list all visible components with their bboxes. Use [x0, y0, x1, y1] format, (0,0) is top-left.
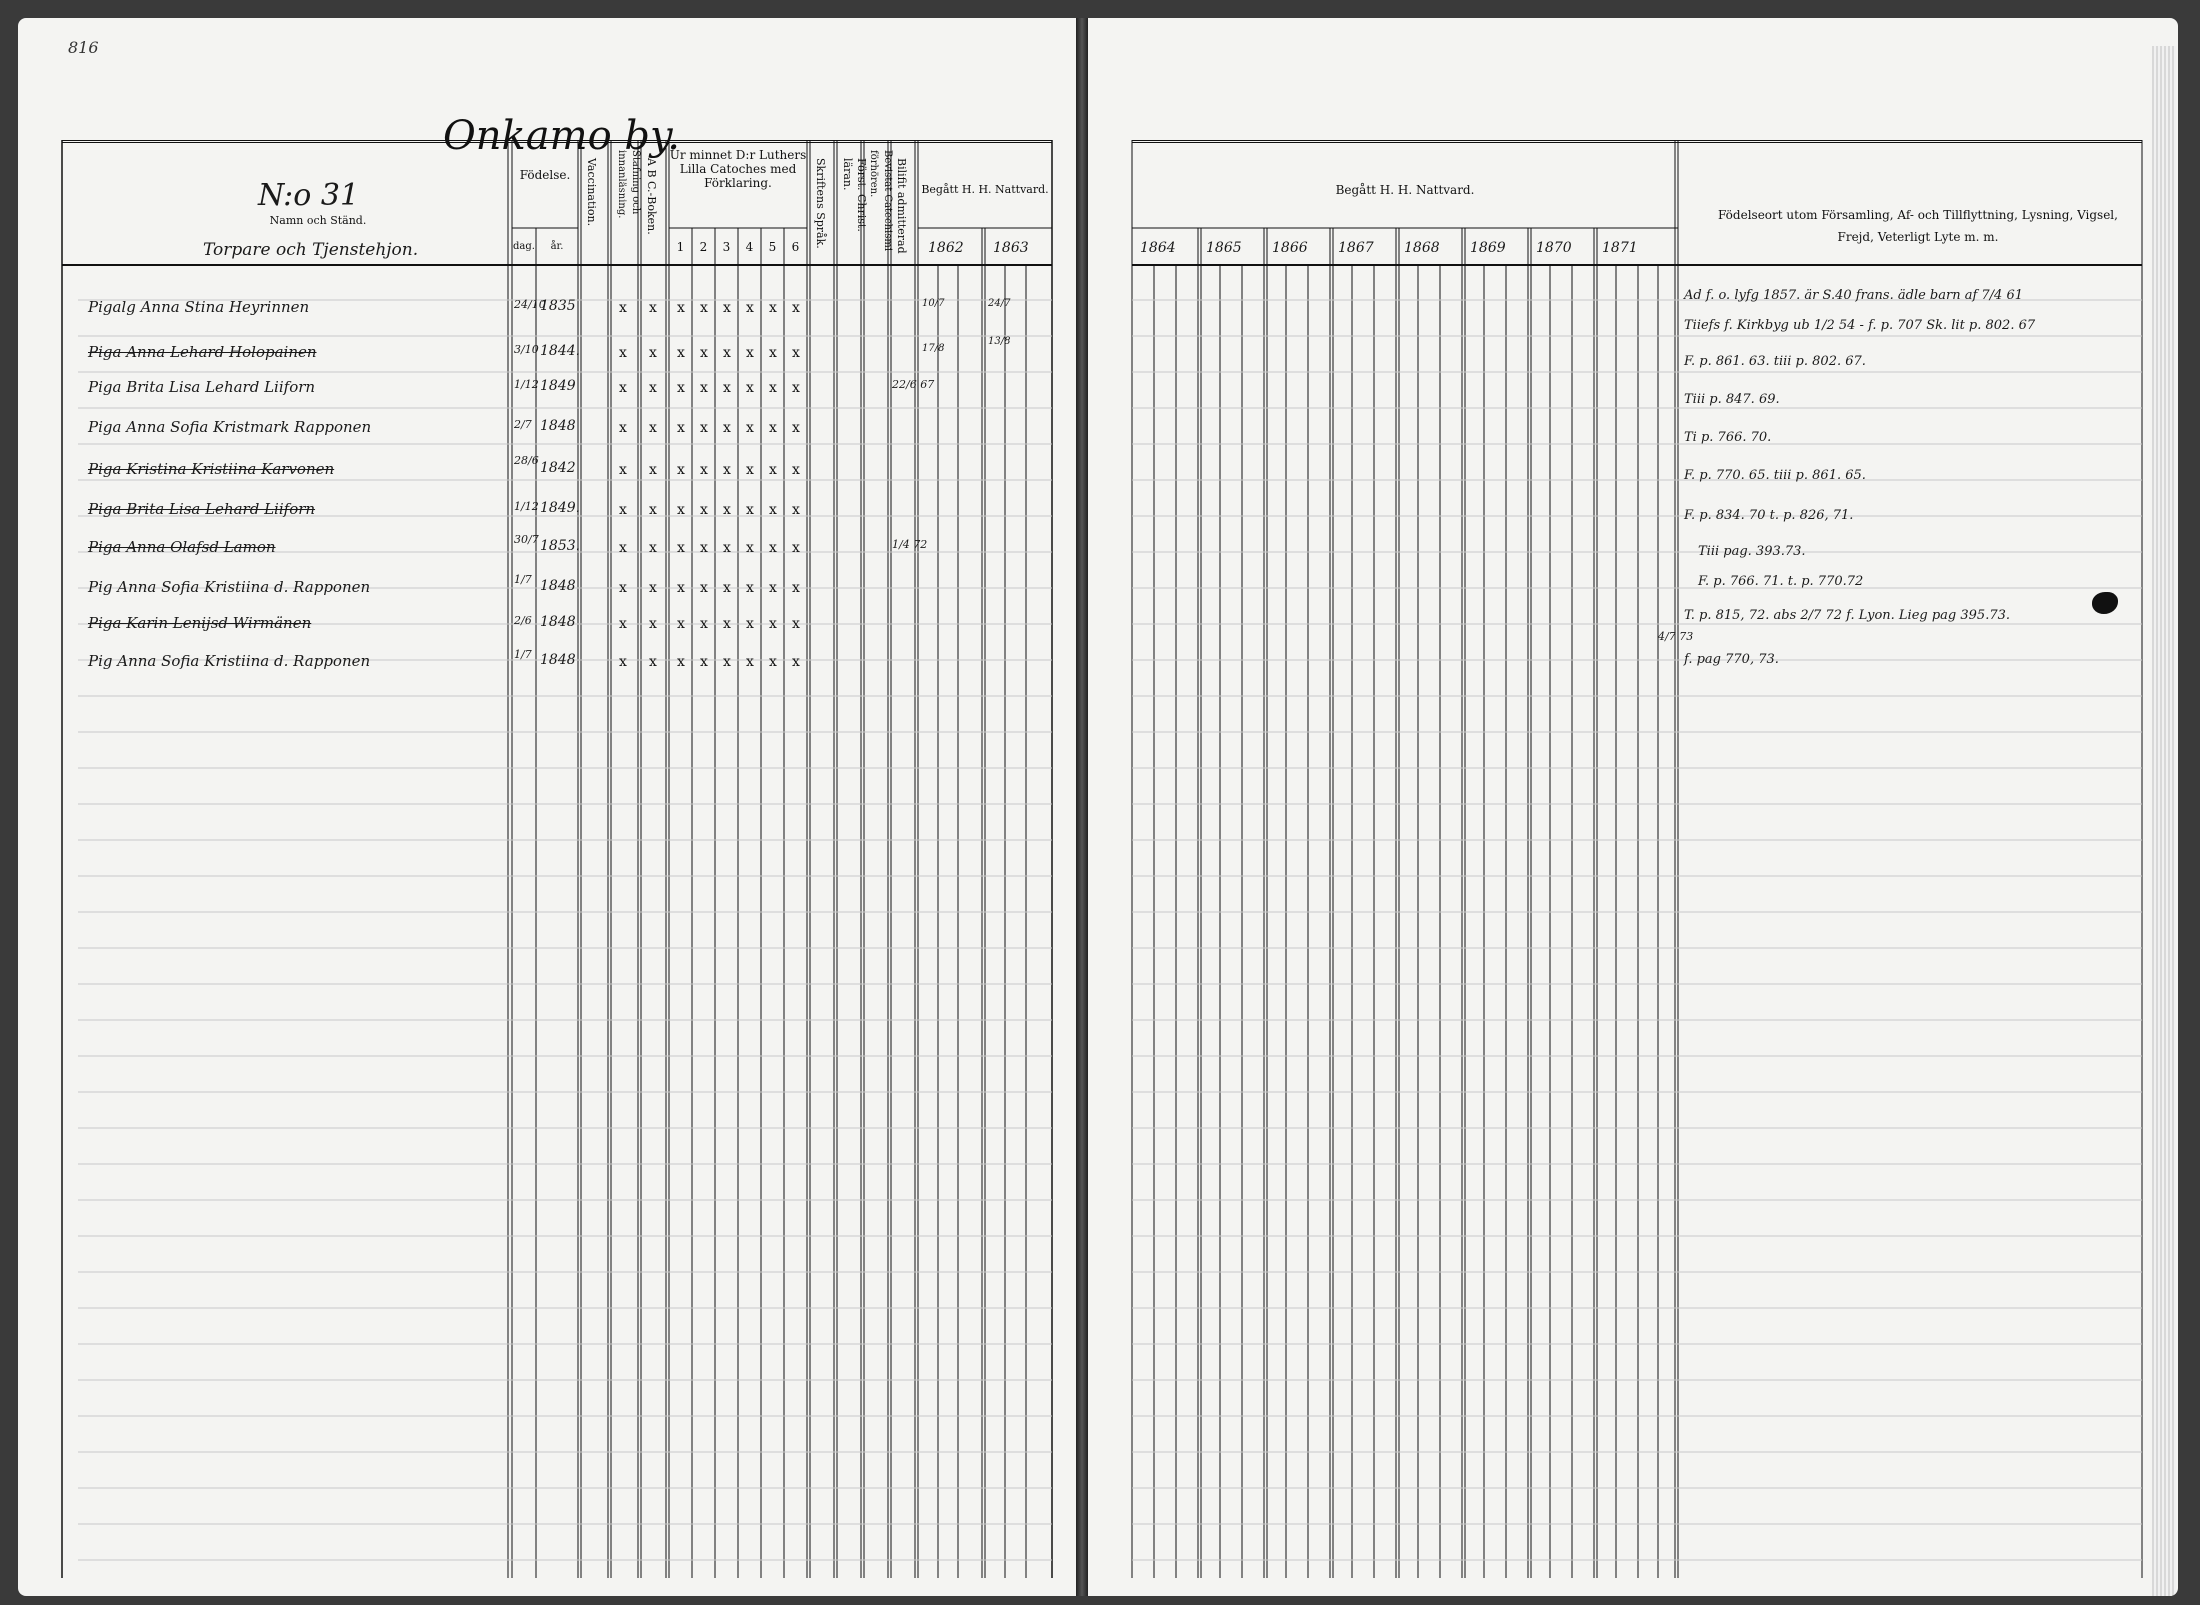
mark: x — [723, 502, 731, 518]
year-1863: 1863 — [993, 240, 1029, 256]
mark: x — [700, 300, 708, 316]
birth-year: 1849. — [540, 500, 581, 516]
birth-year: 1853. — [540, 538, 581, 554]
mark: x — [792, 540, 800, 556]
mark: x — [619, 462, 627, 478]
remark: Tiiefs f. Kirkbyg ub 1/2 54 - f. p. 707 Sk. lit p. 802. 67 — [1684, 318, 2036, 333]
birth-day: 30/7 — [514, 533, 539, 546]
mark: x — [769, 380, 777, 396]
mark: x — [723, 654, 731, 670]
mark: x — [649, 540, 657, 556]
mark: x — [723, 420, 731, 436]
mark: x — [746, 616, 754, 632]
nattvard-1862: 10/7 — [922, 298, 945, 309]
mark: x — [619, 654, 627, 670]
mark: x — [723, 540, 731, 556]
cat-num-2: 2 — [699, 240, 708, 254]
right-page — [1088, 18, 2178, 1596]
birth-year: 1848 — [540, 578, 576, 594]
birth-year: 1848 — [540, 614, 576, 630]
nattvard-header-right: Begått H. H. Nattvard. — [1335, 183, 1475, 197]
remark: Ad f. o. lyfg 1857. är S.40 frans. ädle barn af 7/4 61 — [1684, 288, 2024, 303]
mark: x — [677, 345, 685, 361]
birth-year-header: år. — [550, 241, 564, 252]
mark: x — [769, 580, 777, 596]
bevistat-header: Bevistat Catechismi-förhören. — [868, 150, 893, 255]
mark: x — [723, 616, 731, 632]
abc-header: A B C.-Boken. — [645, 158, 658, 235]
person-name: Piga Karin Lenijsd Wirmänen — [88, 614, 312, 632]
remark: F. p. 834. 70 t. p. 826, 71. — [1684, 508, 1854, 523]
year-1867: 1867 — [1338, 240, 1374, 256]
mark: x — [746, 580, 754, 596]
mark: x — [619, 502, 627, 518]
person-name: Pig Anna Sofia Kristiina d. Rapponen — [88, 652, 371, 670]
forst-christ-header: Först. Christ. läran. — [841, 158, 868, 232]
mark: x — [792, 616, 800, 632]
name-column-header: Namn och Ständ. — [269, 214, 367, 227]
mark: x — [746, 420, 754, 436]
mark: x — [700, 580, 708, 596]
year-1869: 1869 — [1470, 240, 1506, 256]
birth-day: 24/10 — [514, 298, 546, 311]
birth-day: 1/7 — [514, 573, 532, 586]
birth-year: 1842 — [540, 460, 576, 476]
mark: x — [723, 580, 731, 596]
remark: Tiii pag. 393.73. — [1698, 544, 1806, 559]
mark: x — [723, 345, 731, 361]
mark: x — [792, 502, 800, 518]
mark: x — [700, 380, 708, 396]
remark: Ti p. 766. 70. — [1684, 430, 1772, 445]
left-grid — [18, 18, 1076, 1596]
mark: x — [769, 654, 777, 670]
birth-day: 1/7 — [514, 648, 532, 661]
mark: x — [792, 420, 800, 436]
admitted-date: 1/4 72 — [892, 538, 928, 551]
mark: x — [746, 300, 754, 316]
mark: x — [769, 540, 777, 556]
mark: x — [769, 616, 777, 632]
person-name: Pigalg Anna Stina Heyrinnen — [88, 298, 310, 316]
mark: x — [619, 420, 627, 436]
person-name: Piga Kristina Kristiina Karvonen — [88, 460, 335, 478]
mark: x — [649, 502, 657, 518]
nattvard-1863: 13/8 — [988, 336, 1011, 347]
mark: x — [649, 654, 657, 670]
bilifit-header: Bilifit admitterad — [895, 158, 908, 254]
extra-note: f. pag 770, 73. — [1684, 652, 1779, 667]
cat-num-4: 4 — [745, 240, 754, 254]
mark: x — [649, 300, 657, 316]
mark: x — [792, 580, 800, 596]
mark: x — [769, 420, 777, 436]
household-number: N:o 31 — [258, 178, 360, 213]
mark: x — [769, 462, 777, 478]
mark: x — [700, 502, 708, 518]
admitted-date: 22/6 67 — [892, 378, 935, 391]
mark: x — [619, 616, 627, 632]
nattvard-1863: 24/7 — [988, 298, 1011, 309]
mark: x — [619, 580, 627, 596]
mark: x — [792, 380, 800, 396]
mark: x — [677, 420, 685, 436]
birth-year: 1835 — [540, 298, 576, 314]
birth-year: 1849 — [540, 378, 576, 394]
mark: x — [792, 300, 800, 316]
cat-num-3: 3 — [722, 240, 731, 254]
mark: x — [746, 654, 754, 670]
mark: x — [677, 540, 685, 556]
mark: x — [619, 540, 627, 556]
mark: x — [769, 502, 777, 518]
birth-day: 3/10 — [514, 343, 539, 356]
mark: x — [700, 540, 708, 556]
person-name: Piga Brita Lisa Lehard Liiforn — [88, 378, 316, 396]
mark: x — [769, 300, 777, 316]
mark: x — [700, 654, 708, 670]
book-gutter — [1076, 18, 1088, 1596]
mark: x — [677, 654, 685, 670]
birth-header: Födelse. — [519, 168, 571, 182]
mark: x — [723, 380, 731, 396]
mark: x — [677, 300, 685, 316]
birth-year: 1848 — [540, 418, 576, 434]
village-title: Onkamo by. — [443, 113, 680, 159]
birth-year: 1844. — [540, 343, 581, 359]
catechism-header: Ur minnet D:r Luthers Lilla Catoches med Förklaring. — [669, 148, 807, 190]
person-name: Piga Anna Sofia Kristmark Rapponen — [88, 418, 372, 436]
mark: x — [677, 380, 685, 396]
birth-day: 1/12 — [514, 378, 539, 391]
birth-year: 1848 — [540, 652, 576, 668]
nattvard-1862: 17/8 — [922, 343, 945, 354]
mark: x — [700, 420, 708, 436]
cat-num-1: 1 — [676, 240, 685, 254]
birth-day-header: dag. — [513, 241, 535, 252]
mark: x — [746, 345, 754, 361]
mark: x — [649, 616, 657, 632]
mark: x — [746, 540, 754, 556]
person-name: Pig Anna Sofia Kristiina d. Rapponen — [88, 578, 371, 596]
mark: x — [792, 654, 800, 670]
cat-num-6: 6 — [791, 240, 800, 254]
mark: x — [677, 580, 685, 596]
remark: F. p. 770. 65. tiii p. 861. 65. — [1684, 468, 1866, 483]
mark: x — [700, 462, 708, 478]
mark: x — [677, 462, 685, 478]
remark: F. p. 861. 63. tiii p. 802. 67. — [1684, 354, 1866, 369]
mark: x — [723, 462, 731, 478]
mark: x — [769, 345, 777, 361]
page-number: 816 — [68, 38, 99, 57]
year-1865: 1865 — [1206, 240, 1242, 256]
mark: x — [792, 345, 800, 361]
mark: x — [792, 462, 800, 478]
mark: x — [700, 345, 708, 361]
vaccination-header: Vaccination. — [585, 158, 598, 227]
birth-day: 28/6 — [514, 454, 539, 467]
mark: x — [619, 300, 627, 316]
year-1862: 1862 — [928, 240, 964, 256]
mark: x — [700, 616, 708, 632]
birth-day: 1/12 — [514, 500, 539, 513]
year-1868: 1868 — [1404, 240, 1440, 256]
year-1864: 1864 — [1140, 240, 1176, 256]
remark: F. p. 766. 71. t. p. 770.72 — [1698, 574, 1864, 589]
mark: x — [746, 462, 754, 478]
mark: x — [723, 300, 731, 316]
mark: x — [746, 502, 754, 518]
mark: x — [677, 616, 685, 632]
mark: x — [649, 580, 657, 596]
birth-day: 2/6 — [514, 614, 532, 627]
remarks-header: Födelseort utom Församling, Af- och Tillflyttning, Lysning, Vigsel, Frejd, Veterligt Lyte m. m. — [1718, 208, 2118, 244]
cat-num-5: 5 — [768, 240, 777, 254]
person-name: Piga Anna Lehard Holopainen — [88, 343, 317, 361]
mark: x — [619, 345, 627, 361]
stafning-header: Stafning och innanläsning. — [616, 150, 641, 219]
mark: x — [619, 380, 627, 396]
mark: x — [677, 502, 685, 518]
person-name: Piga Anna Olafsd Lamon — [88, 538, 276, 556]
mark: x — [649, 380, 657, 396]
nattvard-header-left: Begått H. H. Nattvard. — [921, 183, 1049, 196]
mark: x — [746, 380, 754, 396]
remark: Tiii p. 847. 69. — [1684, 392, 1780, 407]
person-name: Piga Brita Lisa Lehard Liiforn — [88, 500, 316, 518]
skriftens-header: Skriftens Språk. — [814, 158, 827, 249]
year-1866: 1866 — [1272, 240, 1308, 256]
left-page — [18, 18, 1076, 1596]
extra-note: 4/7 73 — [1658, 630, 1694, 643]
mark: x — [649, 462, 657, 478]
birth-day: 2/7 — [514, 418, 532, 431]
year-1871: 1871 — [1602, 240, 1638, 256]
year-1870: 1870 — [1536, 240, 1572, 256]
remark: T. p. 815, 72. abs 2/7 72 f. Lyon. Lieg pag 395.73. — [1684, 608, 2011, 623]
mark: x — [649, 420, 657, 436]
name-column-subheader: Torpare och Tjenstehjon. — [203, 240, 419, 260]
mark: x — [649, 345, 657, 361]
